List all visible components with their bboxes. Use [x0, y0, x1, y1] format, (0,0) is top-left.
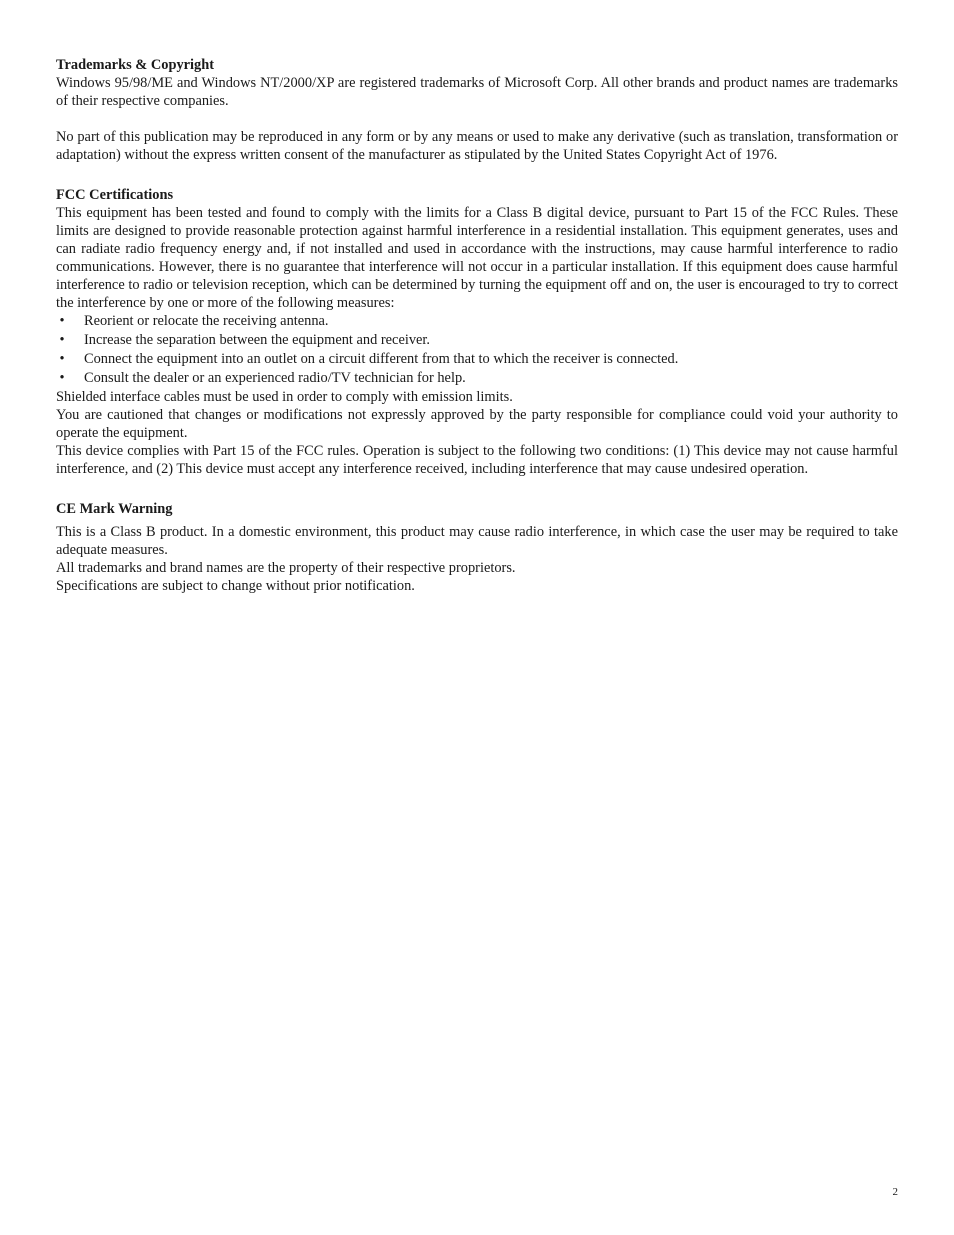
ce-paragraph: This is a Class B product. In a domestic environment, this product may cause radio interference, in which case the user may be required to take adequate measures.: [56, 524, 898, 558]
bullet-icon: •: [59, 370, 65, 386]
fcc-measures-list: [56, 312, 898, 388]
list-item-text: Increase the separation between the equipment and receiver.: [84, 332, 431, 348]
fcc-intro-paragraph: This equipment has been tested and found to comply with the limits for a Class B digital device, pursuant to Part 15 of the FCC Rules. These limits are designed to provide reasonable protection against harmful interference in a residential installation. This equipment generates, uses and can radiate radio frequency energy and, if not installed and used in accordance with the instructions, may cause harmful interference to radio communications. However, there is no guarantee that interference will not occur in a particular installation. If this equipment does cause harmful interference to radio or television reception, which can be determined by turning the equipment off and on, the user is encouraged to try to correct the interference by one or more of the following measures:: [56, 205, 898, 311]
spacer: [56, 164, 898, 186]
fcc-caution-paragraph: You are cautioned that changes or modifications not expressly approved by the party responsible for compliance could void your authority to operate the equipment.: [56, 407, 898, 441]
trademarks-paragraph: Windows 95/98/ME and Windows NT/2000/XP are registered trademarks of Microsoft Corp. All other brands and product names are trademarks of their respective companies.: [56, 75, 898, 109]
bullet-icon: •: [59, 351, 65, 367]
list-item-text: Reorient or relocate the receiving antenna.: [84, 313, 329, 329]
bullet-icon: •: [59, 313, 65, 329]
list-item: [56, 312, 898, 331]
fcc-part15-paragraph: This device complies with Part 15 of the FCC rules. Operation is subject to the following two conditions: (1) This device may not cause harmful interference, and (2) This device must accept any interference received, including interference that may cause undesired operation.: [56, 443, 898, 477]
fcc-shielded-paragraph: Shielded interface cables must be used in order to comply with emission limits.: [56, 389, 513, 405]
trademarks-heading: Trademarks & Copyright: [56, 57, 215, 73]
bullet-icon: •: [59, 332, 65, 348]
list-item: [56, 331, 898, 350]
ce-heading: CE Mark Warning: [56, 501, 173, 517]
document-page: [56, 56, 898, 595]
trademarks-property-paragraph: All trademarks and brand names are the property of their respective proprietors.: [56, 560, 516, 576]
fcc-heading: FCC Certifications: [56, 187, 174, 203]
list-item: [56, 350, 898, 369]
list-item-text: Connect the equipment into an outlet on a circuit different from that to which the receiver is connected.: [84, 351, 679, 367]
spacer: [56, 478, 898, 500]
list-item: [56, 369, 898, 388]
spacer: [56, 110, 898, 128]
page-number: 2: [892, 1186, 898, 1198]
list-item-text: Consult the dealer or an experienced radio/TV technician for help.: [84, 370, 466, 386]
specifications-paragraph: Specifications are subject to change without prior notification.: [56, 578, 415, 594]
copyright-paragraph: No part of this publication may be reproduced in any form or by any means or used to make any derivative (such as translation, transformation or adaptation) without the express written consent of the manufacturer as stipulated by the United States Copyright Act of 1976.: [56, 129, 898, 163]
